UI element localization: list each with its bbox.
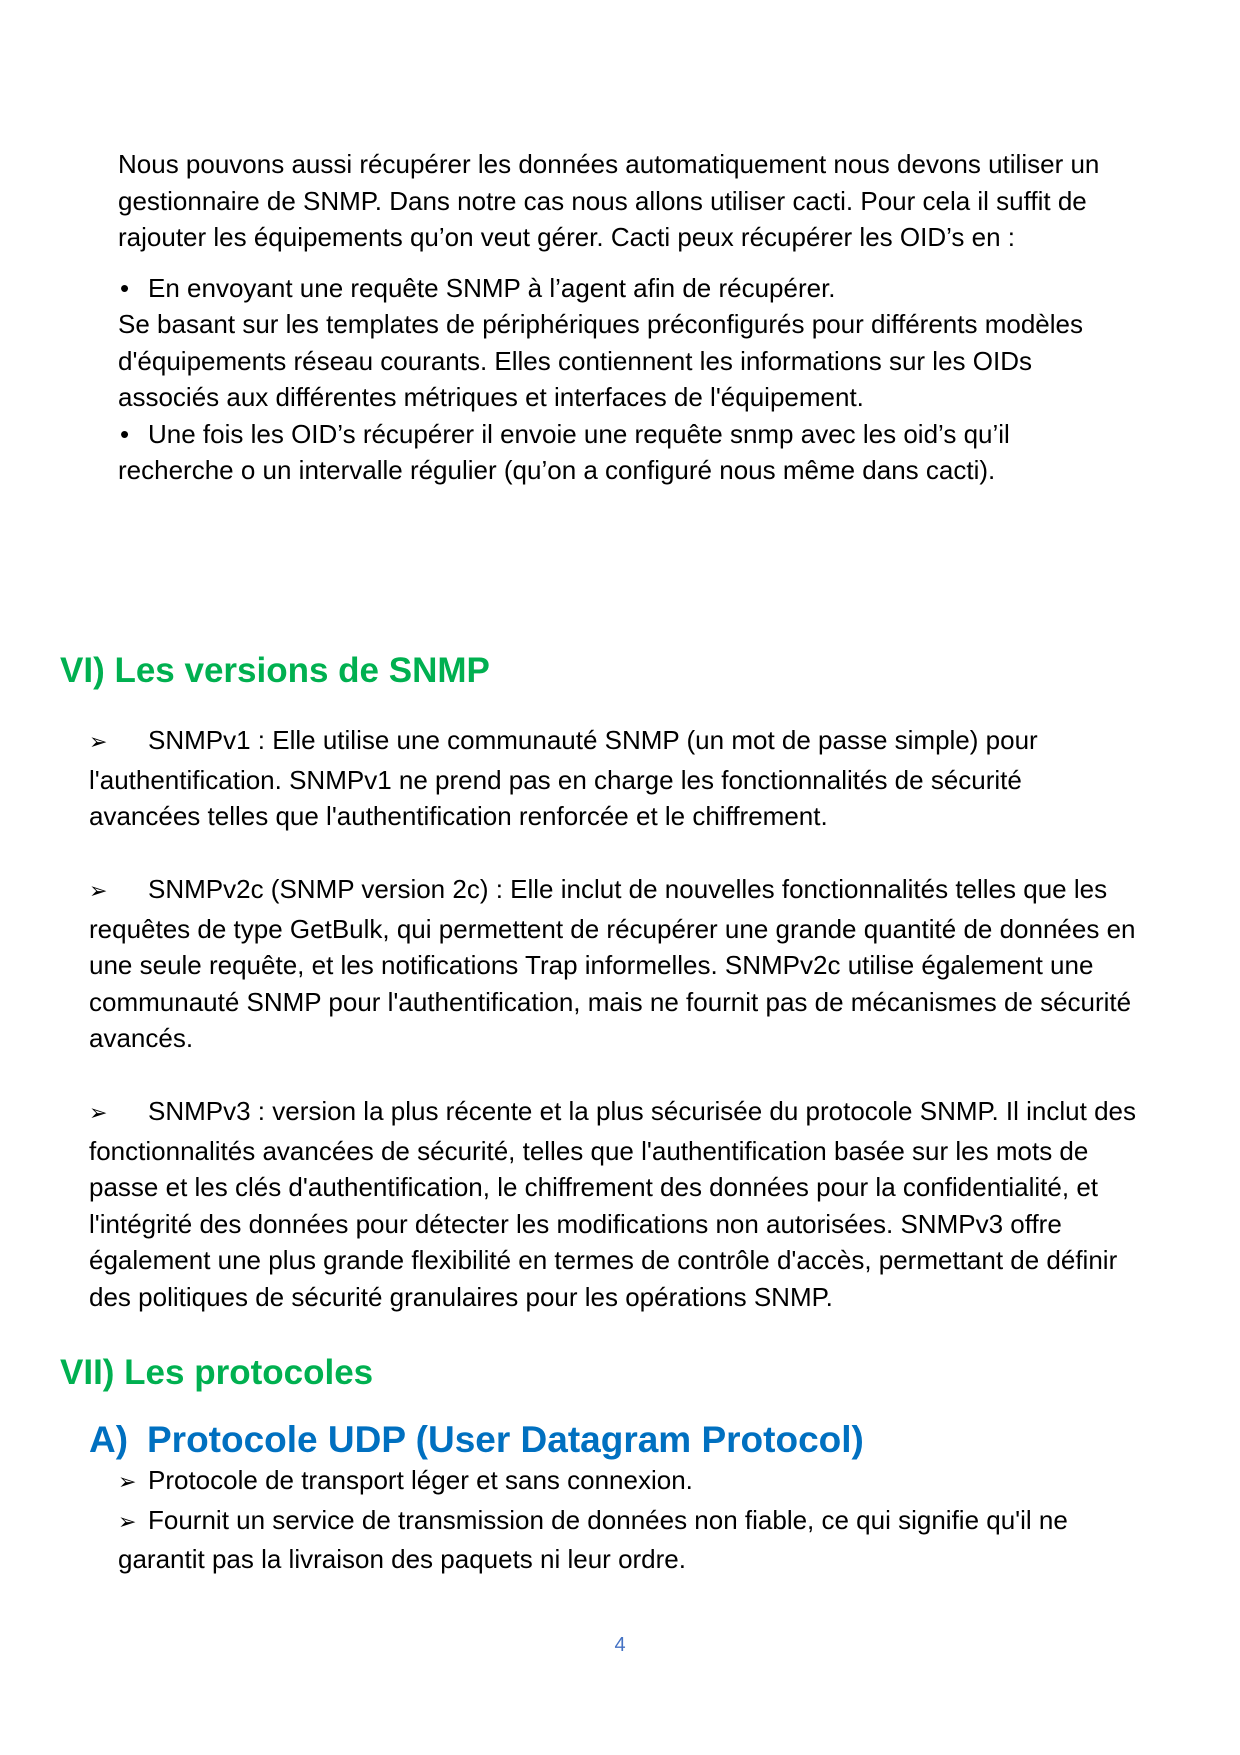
bullet-icon: • [120, 272, 130, 303]
versions-list [89, 722, 1139, 1315]
version-text: SNMPv1 : Elle utilise une communauté SNMP (un mot de passe simple) pour l'authentification. SNMPv1 ne prend pas en charge les fonctionnalités de sécurité avancées telles que l'authentification renforcée et le chiffrement. [89, 725, 1038, 831]
udp-item-text: Fournit un service de transmission de données non fiable, ce qui signifie qu'il ne garantit pas la livraison des paquets ni leur ordre. [118, 1504, 1068, 1574]
version-text: SNMPv2c (SNMP version 2c) : Elle inclut de nouvelles fonctionnalités telles que les requêtes de type GetBulk, qui permettent de récupérer une grande quantité de données en une seule requête, et les notifications Trap informelles. SNMPv2c utilise également une communauté SNMP pour l'authentification, mais ne fournit pas de mécanismes de sécurité avancés. [89, 874, 1136, 1053]
list-item [118, 1502, 1118, 1578]
intro-bullet-list-2 [118, 416, 1118, 489]
section-heading-protocols: VII) Les protocoles [60, 1353, 374, 1392]
bullet-text: Une fois les OID’s récupérer il envoie une requête snmp avec les oid’s qu’il recherche o un intervalle régulier (qu’on a configuré nous même dans cacti). [118, 418, 1010, 485]
intro-section [118, 146, 1118, 489]
section-heading-versions: VI) Les versions de SNMP [60, 651, 490, 690]
list-item [118, 270, 1118, 307]
subsection-heading-udp [89, 1418, 864, 1462]
page-number: 4 [614, 1634, 626, 1656]
udp-item-text: Protocole de transport léger et sans connexion. [148, 1465, 693, 1495]
list-item-snmpv2c [89, 871, 1139, 1057]
arrow-bullet-icon: ➢ [89, 1101, 108, 1126]
bullet-text: En envoyant une requête SNMP à l’agent afin de récupérer. [148, 272, 836, 303]
subsection-title: Protocole UDP (User Datagram Protocol) [147, 1419, 864, 1460]
subsection-letter: A) [89, 1419, 129, 1460]
list-item [118, 1462, 1118, 1502]
version-text: SNMPv3 : version la plus récente et la plus sécurisée du protocole SNMP. Il inclut des fonctionnalités avancées de sécurité, telles que l'authentification basée sur les mots de passe et les clés d'authentification, le chiffrement des données pour la confidentialité, et l'intégrité des données pour détecter les modifications non autorisées. SNMPv3 offre également une plus grande flexibilité en termes de contrôle d'accès, permettant de définir des politiques de sécurité granulaires pour les opérations SNMP. [89, 1096, 1136, 1312]
list-item [118, 416, 1118, 489]
list-item-snmpv3 [89, 1093, 1139, 1315]
bullet-icon: • [120, 418, 130, 449]
arrow-bullet-icon: ➢ [118, 1509, 137, 1535]
udp-list [118, 1462, 1118, 1578]
intro-paragraph: Nous pouvons aussi récupérer les données automatiquement nous devons utiliser un gestionnaire de SNMP. Dans notre cas nous allons utiliser cacti. Pour cela il suffit de rajouter les équipements qu’on veut gérer. Cacti peux récupérer les OID’s en : [118, 149, 1100, 252]
arrow-bullet-icon: ➢ [89, 730, 108, 755]
arrow-bullet-icon: ➢ [118, 1470, 137, 1495]
arrow-bullet-icon: ➢ [89, 879, 108, 904]
intro-bullet-list [118, 270, 1118, 307]
list-item-snmpv1 [89, 722, 1139, 835]
bullet-continuation: Se basant sur les templates de périphériques préconfigurés pour différents modèles d'équipements réseau courants. Elles contiennent les informations sur les OIDs associés aux différentes métriques et interfaces de l'équipement. [118, 309, 1083, 412]
